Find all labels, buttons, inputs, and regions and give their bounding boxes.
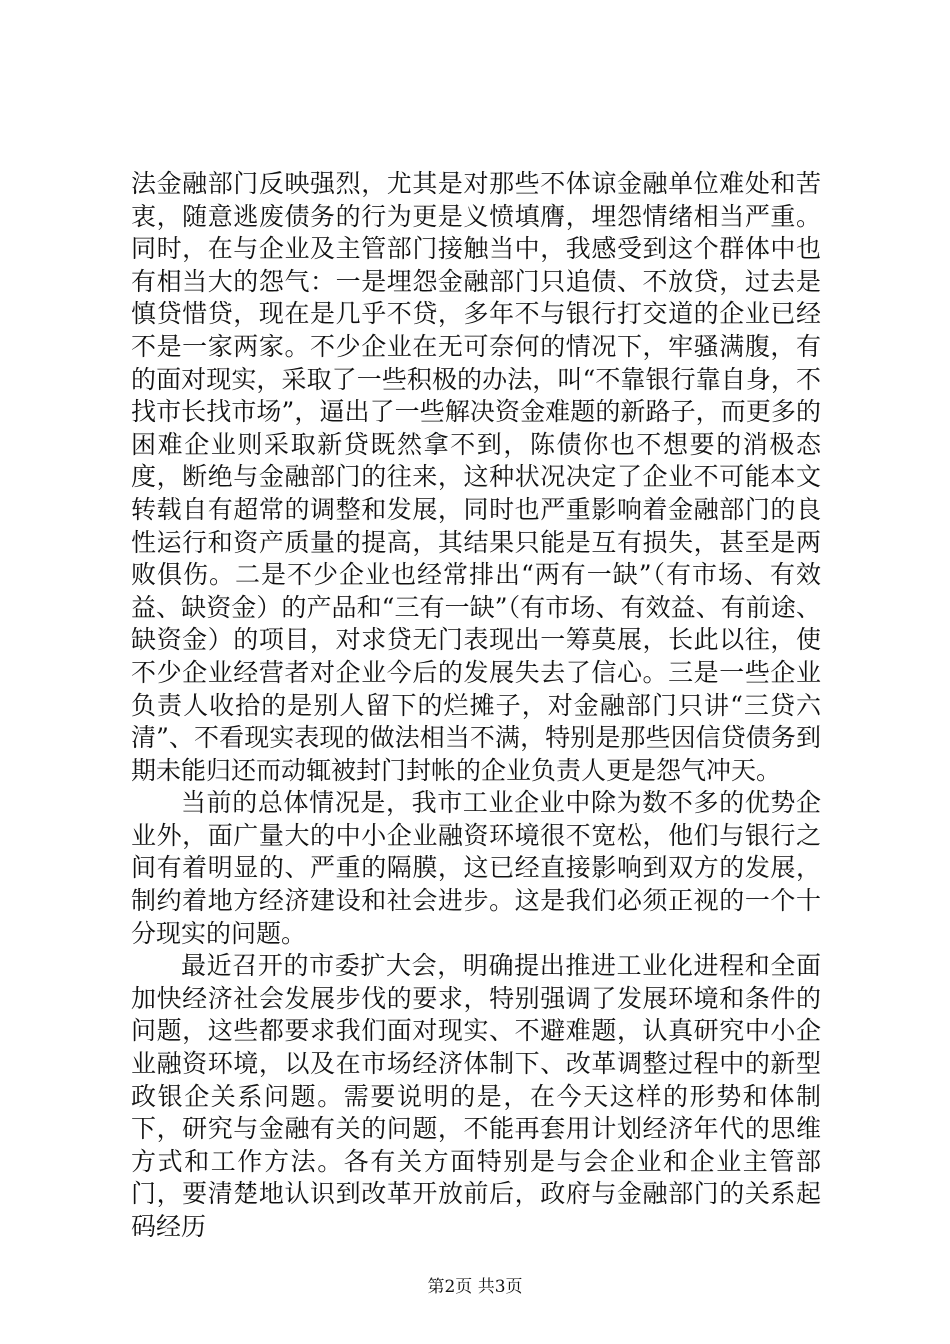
page-number-footer: 第2页 共3页 — [427, 1277, 523, 1297]
paragraph-overall-situation: 当前的总体情况是，我市工业企业中除为数不多的优势企业外，面广量大的中小企业融资环境很不宽松，他们与银行之间有着明显的、严重的隔膜，这已经直接影响到双方的发展，制约着地方经济建设和社会进步。这是我们必须正视的一个十分现实的问题。 — [131, 788, 821, 948]
document-body — [131, 168, 821, 1244]
paragraph-recent-meeting: 最近召开的市委扩大会，明确提出推进工业化进程和全面加快经济社会发展步伐的要求，特别强调了发展环境和条件的问题，这些都要求我们面对现实、不避难题，认真研究中小企业融资环境，以及在市场经济体制下、改革调整过程中的新型政银企关系问题。需要说明的是，在今天这样的形势和体制下，研究与金融有关的问题，不能再套用计划经济年代的思维方式和工作方法。各有关方面特别是与会企业和企业主管部门，要清楚地认识到改革开放前后，政府与金融部门的关系起码经历 — [131, 951, 821, 1241]
paragraph-continued: 法金融部门反映强烈，尤其是对那些不体谅金融单位难处和苦衷，随意逃废债务的行为更是义愤填膺，埋怨情绪相当严重。同时，在与企业及主管部门接触当中，我感受到这个群体中也有相当大的怨气：一是埋怨金融部门只追债、不放贷，过去是慎贷惜贷，现在是几乎不贷，多年不与银行打交道的企业已经不是一家两家。不少企业在无可奈何的情况下，牢骚满腹，有的面对现实，采取了一些积极的办法，叫“不靠银行靠自身，不找市长找市场”，逼出了一些解决资金难题的新路子，而更多的困难企业则采取新贷既然拿不到，陈债你也不想要的消极态度，断绝与金融部门的往来，这种状况决定了企业不可能本文转载自有超常的调整和发展，同时也严重影响着金融部门的良性运行和资产质量的提高，其结果只能是互有损失，甚至是两败俱伤。二是不少企业也经常排出“两有一缺”（有市场、有效益、缺资金）的产品和“三有一缺”（有市场、有效益、有前途、缺资金）的项目，对求贷无门表现出一筹莫展，长此以往，使不少企业经营者对企业今后的发展失去了信心。三是一些企业负责人收拾的是别人留下的烂摊子，对金融部门只讲“三贷六清”、不看现实表现的做法相当不满，特别是那些因信贷债务到期未能归还而动辄被封门封帐的企业负责人更是怨气冲天。 — [131, 169, 821, 785]
